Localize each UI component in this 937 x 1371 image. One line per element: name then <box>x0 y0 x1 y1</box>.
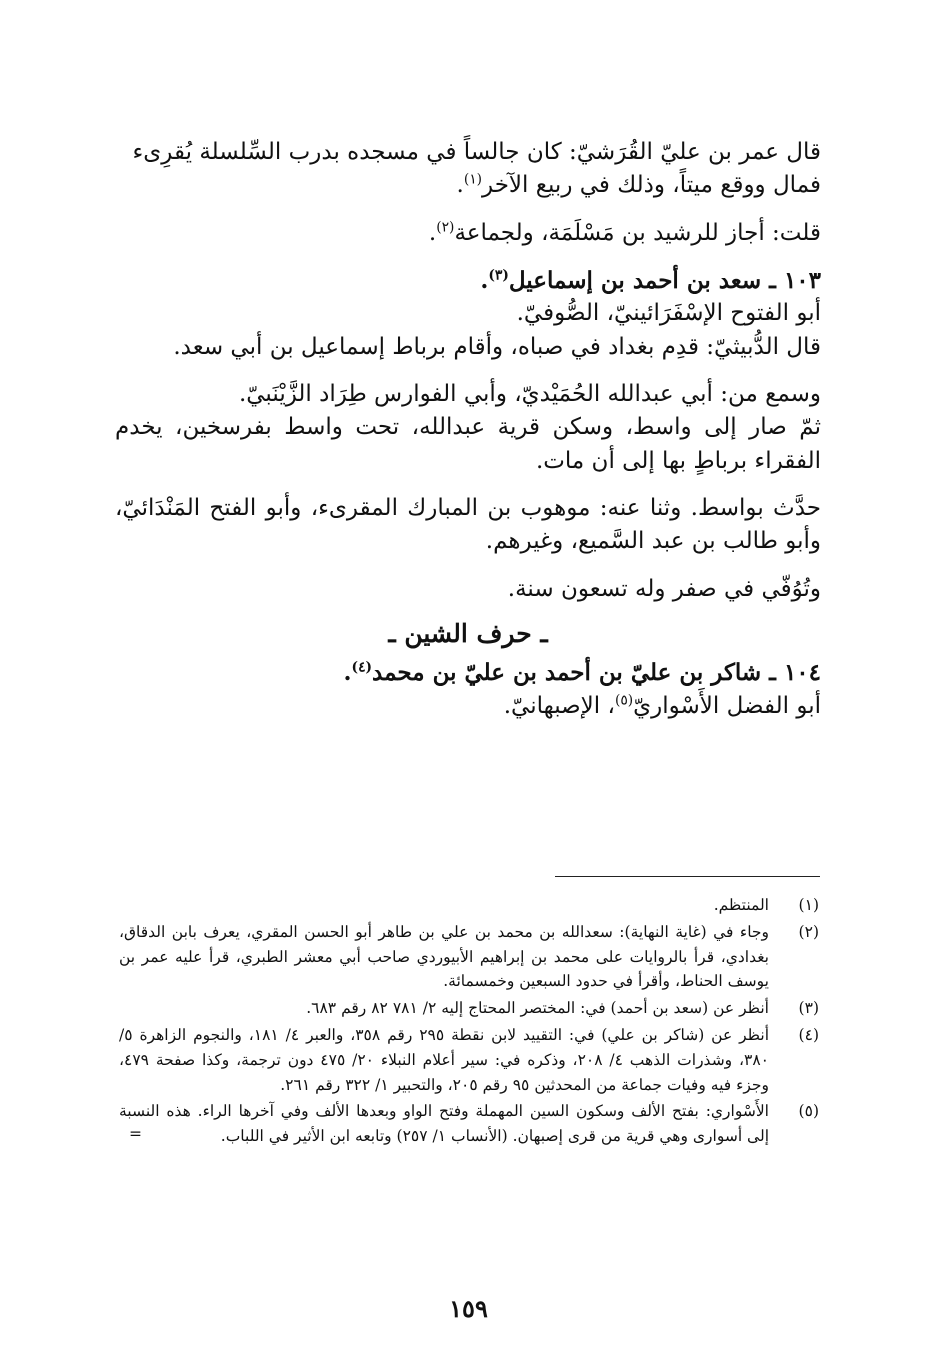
footnote-number: (٤) <box>798 1025 819 1044</box>
entry-103-kunya: أبو الفتوح الإسْفَرَائينيّ، الصُّوفيّ. <box>516 300 821 327</box>
footnote-number: (٥) <box>798 1102 819 1121</box>
entry-104-title: ١٠٤ ـ شاكر بن عليّ بن أحمد بن عليّ بن محمد$^{(٤)}$. <box>343 659 821 687</box>
footnote-item <box>119 1023 819 1097</box>
footnote-item <box>119 920 819 994</box>
paragraph-qultu: قلت: أجاز للرشيد بن مَسْلَمَة، ولجماعة$^{(٢)}$. <box>428 219 821 246</box>
footnote-number: (١) <box>798 896 819 914</box>
paragraph-line: قال عمر بن عليّ القُرَشيّ: كان جالساً في مسجده بدرب السِّلسلة يُقرِىء <box>132 139 821 165</box>
page-number: ١٥٩ <box>449 1294 488 1323</box>
entry-104-kunya: أبو الفضل الأَسْواريّ$^{(٥)}$، الإصبهانيّ. <box>503 692 821 719</box>
footnote-number: (٢) <box>798 922 819 941</box>
footnote-text: المنتظم. <box>713 896 769 914</box>
footnote-divider <box>555 876 820 877</box>
paragraph-line: فمال ووقع ميتاً، وذلك في ربيع الآخر <box>482 172 821 199</box>
footnote-item <box>119 1099 819 1149</box>
entry-103-wasit: ثمّ صار إلى واسط، وسكن قرية عبدالله، تحت واسط بفرسخين، يخدم الفقراء برباطٍ بها إلى أن مات. <box>115 414 821 474</box>
entry-103-students: حدَّث بواسط. وثنا عنه: موهوب بن المبارك المقرىء، وأبو الفتح المَنْدَائيّ، وأبو طالب بن عبد السَّميع، وغيرهم. <box>115 495 821 555</box>
entry-103-death: وتُوُفّي في صفر وله تسعون سنة. <box>507 575 821 602</box>
footnote-text: الأَسْواري: بفتح الألف وسكون السين المهملة وفتح الواو وبعدها الألف وفي آخرها الراء. هذه النسبة إلى أسوارى وهي قرية من قرى إصبهان. (الأنساب ١/ ٢٥٧) وتابعه ابن الأثير في اللباب. <box>119 1102 769 1146</box>
footnote-number: (٣) <box>798 999 819 1018</box>
footnote-text: أنظر عن (شاكر بن علي) في: التقييد لابن نقطة ٢٩٥ رقم ٣٥٨، والعبر ٤/ ١٨١، والنجوم الزاهرة ٥/ ٣٨٠، وشذرات الذهب ٤/ ٢٠٨، وذكره في: سير أعلام النبلاء ٢٠/ ٤٧٥ دون ترجمة، وكذا صفحة ٤٧٩، وجزء فيه وفيات جماعة من المحدثين ٩٥ رقم ٢٠٥، والتحبير ١/ ٣٢٢ رقم ٢٦١. <box>119 1025 770 1094</box>
continuation-mark: = <box>129 1125 142 1144</box>
footnote-text: أنظر عن (سعد بن أحمد) في: المختصر المحتاج إليه ٢/ ٧٨١ ٨٢ رقم ٦٨٣. <box>306 999 769 1018</box>
footnote-item <box>119 996 819 1021</box>
entry-103-dubaythi: قال الدُّبيثيّ: قدِم بغداد في صباه، وأقام برباط إسماعيل بن أبي سعد. <box>173 333 821 360</box>
footnote-ref[interactable]: (٣) <box>488 267 509 284</box>
main-text <box>115 136 821 723</box>
footnote-ref[interactable]: (٥) <box>614 692 634 709</box>
footnote-ref[interactable]: (٢) <box>436 219 455 236</box>
footnote-ref[interactable]: (٤) <box>351 659 373 676</box>
footnote-item <box>119 893 819 918</box>
entry-103-title: ١٠٣ ـ سعد بن أحمد بن إسماعيل$^{(٣)}$. <box>480 267 821 295</box>
paragraph-umar: قال عمر بن عليّ القُرَشيّ: كان جالساً في مسجده بدرب السِّلسلة يُقرِىء فمال ووقع ميتاً، وذلك في ربيع الآخر$^{(١)}$. <box>132 139 821 199</box>
footnote-ref[interactable]: (١) <box>463 171 483 188</box>
entry-103-teachers: وسمع من: أبي عبدالله الحُمَيْديّ، وأبي الفوارس طِرَاد الزَّيْنَبيّ. <box>238 381 821 408</box>
footnote-text: وجاء في (غاية النهاية): سعدالله بن محمد بن علي بن طاهر أبو الحسن المقري، يعرف بابن الدقاق، بغدادي، قرأ بالروايات على محمد بن إبراهيم الأبيوردي صاحب أبي معشر الطبري، قرأ عليه عمر بن يوسف الحناط، وأقرأ في حدود السبعين وخمسمائة. <box>119 922 769 991</box>
section-heading-shin: ـ حرف الشين ـ <box>388 619 548 649</box>
footnotes <box>119 893 819 1151</box>
